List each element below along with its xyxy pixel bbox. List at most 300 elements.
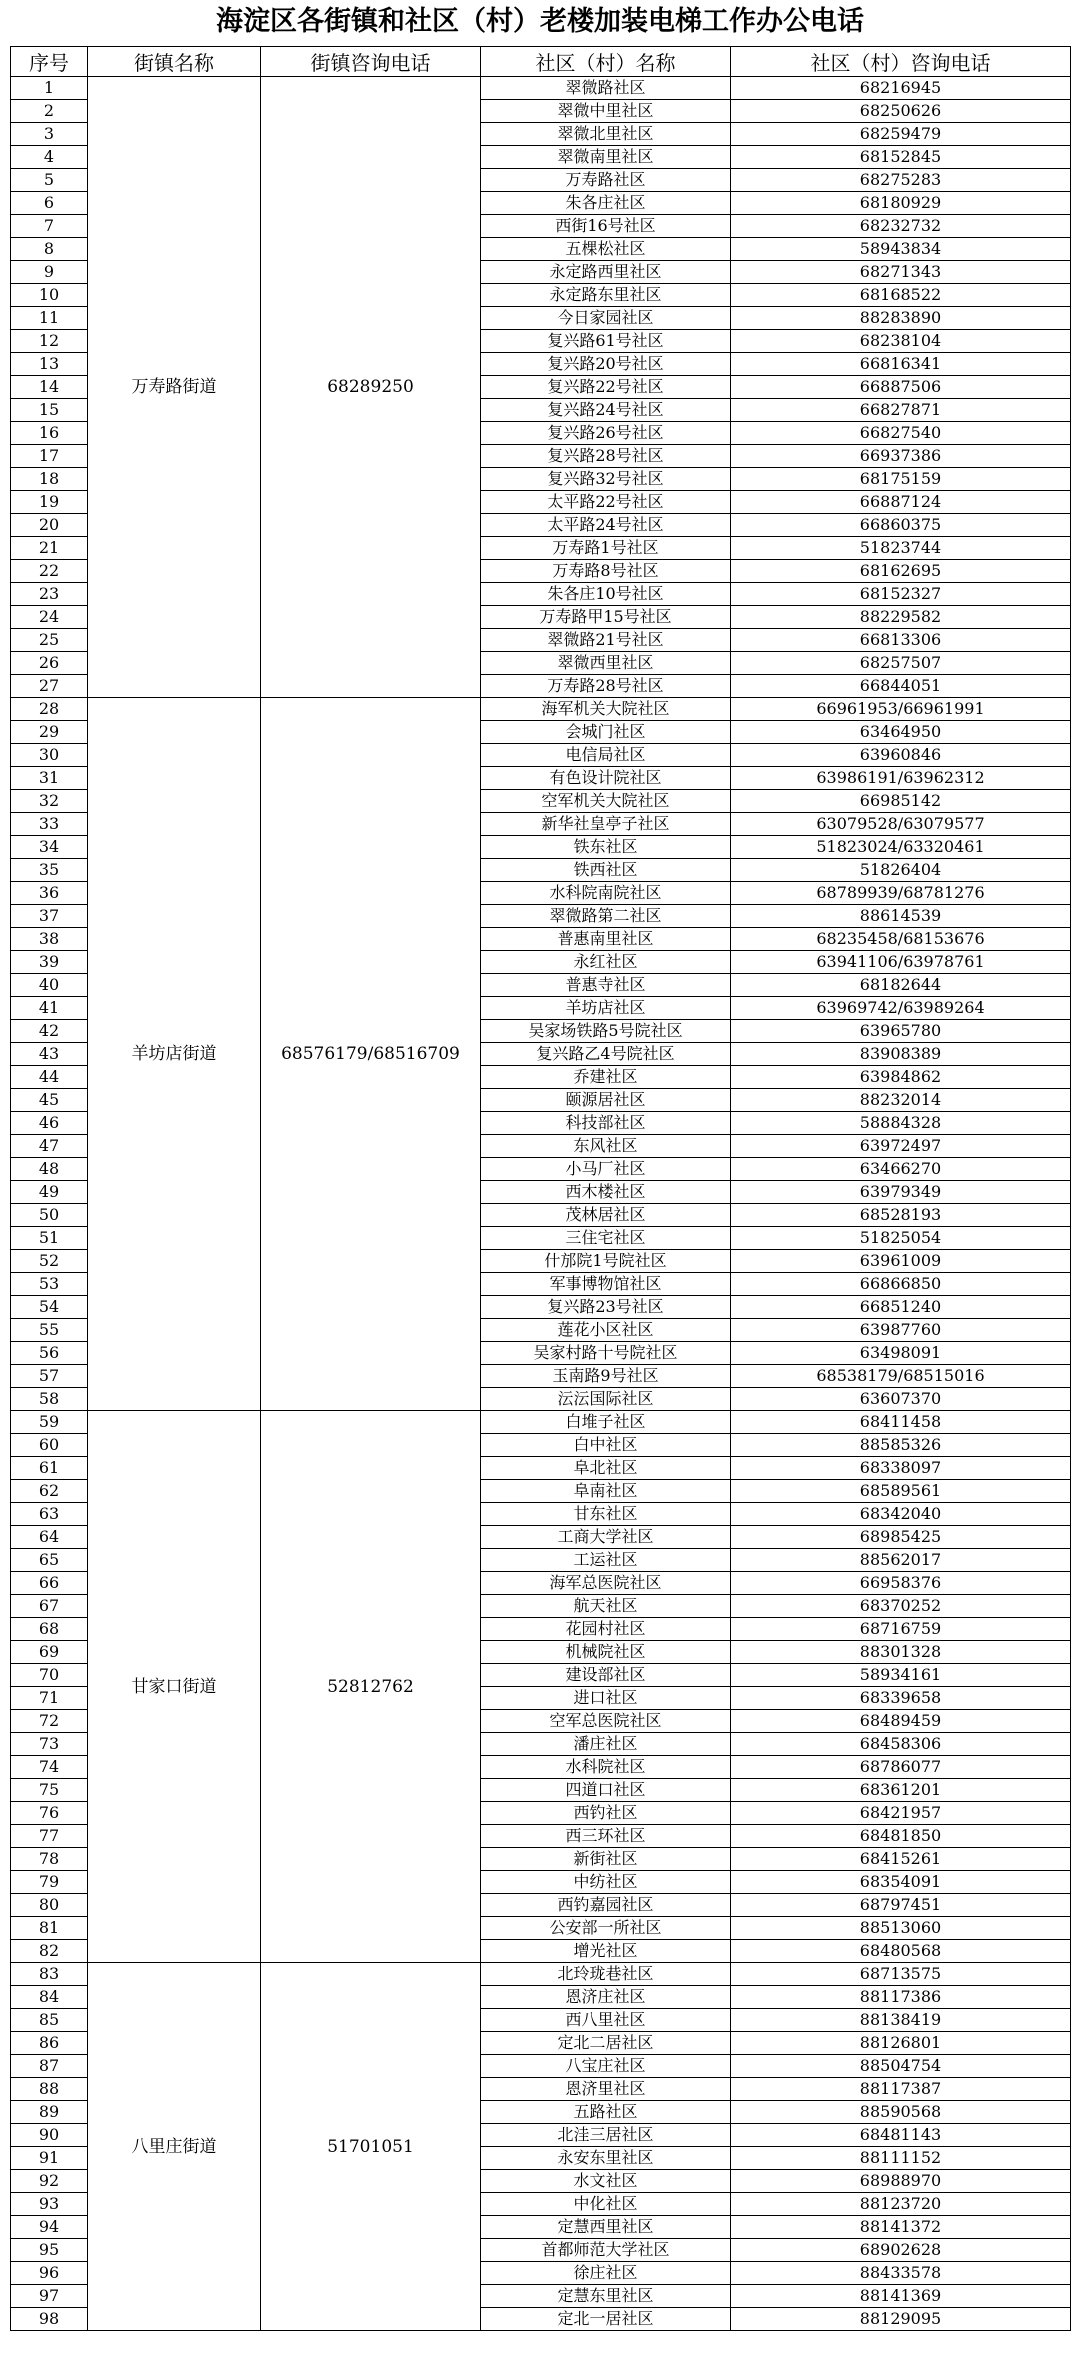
community-name: 海军机关大院社区: [481, 698, 731, 721]
community-phone: 68354091: [731, 1871, 1071, 1894]
row-index: 37: [11, 905, 88, 928]
community-name: 花园村社区: [481, 1618, 731, 1641]
community-phone: 68342040: [731, 1503, 1071, 1526]
community-phone: 68458306: [731, 1733, 1071, 1756]
community-phone: 68175159: [731, 468, 1071, 491]
row-index: 14: [11, 376, 88, 399]
row-index: 15: [11, 399, 88, 422]
row-index: 23: [11, 583, 88, 606]
community-phone: 68489459: [731, 1710, 1071, 1733]
street-phone: 52812762: [261, 1411, 481, 1963]
community-name: 朱各庄社区: [481, 192, 731, 215]
community-phone: 66961953/66961991: [731, 698, 1071, 721]
community-phone: 66887506: [731, 376, 1071, 399]
row-index: 27: [11, 675, 88, 698]
community-phone: 68538179/68515016: [731, 1365, 1071, 1388]
community-phone: 88433578: [731, 2262, 1071, 2285]
row-index: 33: [11, 813, 88, 836]
row-index: 21: [11, 537, 88, 560]
row-index: 30: [11, 744, 88, 767]
community-name: 茂林居社区: [481, 1204, 731, 1227]
community-phone: 68232732: [731, 215, 1071, 238]
street-name: 甘家口街道: [88, 1411, 261, 1963]
table-row: [11, 1411, 1071, 1434]
community-phone: 63984862: [731, 1066, 1071, 1089]
community-phone: 58943834: [731, 238, 1071, 261]
community-phone: 68250626: [731, 100, 1071, 123]
community-name: 有色设计院社区: [481, 767, 731, 790]
community-name: 万寿路8号社区: [481, 560, 731, 583]
community-phone: 68480568: [731, 1940, 1071, 1963]
community-phone: 58884328: [731, 1112, 1071, 1135]
community-name: 复兴路32号社区: [481, 468, 731, 491]
community-phone: 63466270: [731, 1158, 1071, 1181]
header-community-phone: 社区（村）咨询电话: [731, 47, 1071, 77]
row-index: 51: [11, 1227, 88, 1250]
row-index: 78: [11, 1848, 88, 1871]
row-index: 49: [11, 1181, 88, 1204]
community-name: 海军总医院社区: [481, 1572, 731, 1595]
community-name: 三住宅社区: [481, 1227, 731, 1250]
community-phone: 66860375: [731, 514, 1071, 537]
community-phone: 88117387: [731, 2078, 1071, 2101]
row-index: 36: [11, 882, 88, 905]
row-index: 64: [11, 1526, 88, 1549]
community-name: 普惠寺社区: [481, 974, 731, 997]
row-index: 24: [11, 606, 88, 629]
community-phone: 63607370: [731, 1388, 1071, 1411]
community-name: 首都师范大学社区: [481, 2239, 731, 2262]
community-name: 八宝庄社区: [481, 2055, 731, 2078]
row-index: 71: [11, 1687, 88, 1710]
community-phone: 68152845: [731, 146, 1071, 169]
row-index: 44: [11, 1066, 88, 1089]
row-index: 46: [11, 1112, 88, 1135]
community-phone: 88301328: [731, 1641, 1071, 1664]
community-name: 翠微路社区: [481, 77, 731, 100]
row-index: 93: [11, 2193, 88, 2216]
community-phone: 88229582: [731, 606, 1071, 629]
community-phone: 88585326: [731, 1434, 1071, 1457]
community-phone: 68370252: [731, 1595, 1071, 1618]
community-name: 西街16号社区: [481, 215, 731, 238]
row-index: 50: [11, 1204, 88, 1227]
community-phone: 68152327: [731, 583, 1071, 606]
community-name: 东风社区: [481, 1135, 731, 1158]
community-name: 沄沄国际社区: [481, 1388, 731, 1411]
header-index: 序号: [11, 47, 88, 77]
row-index: 69: [11, 1641, 88, 1664]
community-phone: 68339658: [731, 1687, 1071, 1710]
community-phone: 68421957: [731, 1802, 1071, 1825]
table-row: [11, 77, 1071, 100]
community-phone: 88141369: [731, 2285, 1071, 2308]
community-name: 万寿路28号社区: [481, 675, 731, 698]
community-phone: 68481143: [731, 2124, 1071, 2147]
community-phone: 88614539: [731, 905, 1071, 928]
community-name: 西钓社区: [481, 1802, 731, 1825]
community-phone: 63972497: [731, 1135, 1071, 1158]
community-name: 翠微中里社区: [481, 100, 731, 123]
community-phone: 63979349: [731, 1181, 1071, 1204]
community-phone: 63965780: [731, 1020, 1071, 1043]
row-index: 60: [11, 1434, 88, 1457]
community-name: 定北一居社区: [481, 2308, 731, 2331]
community-phone: 68216945: [731, 77, 1071, 100]
community-phone: 66851240: [731, 1296, 1071, 1319]
community-phone: 88126801: [731, 2032, 1071, 2055]
row-index: 29: [11, 721, 88, 744]
row-index: 38: [11, 928, 88, 951]
row-index: 63: [11, 1503, 88, 1526]
row-index: 35: [11, 859, 88, 882]
community-name: 复兴路乙4号院社区: [481, 1043, 731, 1066]
community-name: 吴家村路十号院社区: [481, 1342, 731, 1365]
community-name: 西三环社区: [481, 1825, 731, 1848]
community-phone: 66844051: [731, 675, 1071, 698]
community-phone: 63986191/63962312: [731, 767, 1071, 790]
community-phone: 68275283: [731, 169, 1071, 192]
community-name: 会城门社区: [481, 721, 731, 744]
community-name: 空军机关大院社区: [481, 790, 731, 813]
community-phone: 66958376: [731, 1572, 1071, 1595]
community-phone: 68162695: [731, 560, 1071, 583]
row-index: 66: [11, 1572, 88, 1595]
document-title: 海淀区各街镇和社区（村）老楼加装电梯工作办公电话: [216, 6, 864, 37]
row-index: 45: [11, 1089, 88, 1112]
community-name: 太平路22号社区: [481, 491, 731, 514]
community-name: 万寿路甲15号社区: [481, 606, 731, 629]
row-index: 42: [11, 1020, 88, 1043]
community-name: 科技部社区: [481, 1112, 731, 1135]
community-phone: 58934161: [731, 1664, 1071, 1687]
community-name: 恩济庄社区: [481, 1986, 731, 2009]
row-index: 67: [11, 1595, 88, 1618]
community-phone: 68528193: [731, 1204, 1071, 1227]
row-index: 86: [11, 2032, 88, 2055]
community-phone: 51826404: [731, 859, 1071, 882]
community-name: 翠微路21号社区: [481, 629, 731, 652]
community-name: 永红社区: [481, 951, 731, 974]
community-name: 徐庄社区: [481, 2262, 731, 2285]
row-index: 43: [11, 1043, 88, 1066]
row-index: 5: [11, 169, 88, 192]
row-index: 40: [11, 974, 88, 997]
row-index: 90: [11, 2124, 88, 2147]
community-name: 潘庄社区: [481, 1733, 731, 1756]
community-phone: 63960846: [731, 744, 1071, 767]
community-name: 复兴路22号社区: [481, 376, 731, 399]
row-index: 12: [11, 330, 88, 353]
row-index: 59: [11, 1411, 88, 1434]
header-community-name: 社区（村）名称: [481, 47, 731, 77]
community-phone: 88123720: [731, 2193, 1071, 2216]
community-name: 五路社区: [481, 2101, 731, 2124]
community-phone: 88590568: [731, 2101, 1071, 2124]
community-phone: 88562017: [731, 1549, 1071, 1572]
row-index: 76: [11, 1802, 88, 1825]
community-phone: 68713575: [731, 1963, 1071, 1986]
community-name: 翠微北里社区: [481, 123, 731, 146]
row-index: 52: [11, 1250, 88, 1273]
row-index: 79: [11, 1871, 88, 1894]
community-name: 复兴路24号社区: [481, 399, 731, 422]
row-index: 3: [11, 123, 88, 146]
street-name: 万寿路街道: [88, 77, 261, 698]
header-street-phone: 街镇咨询电话: [261, 47, 481, 77]
community-name: 增光社区: [481, 1940, 731, 1963]
row-index: 85: [11, 2009, 88, 2032]
community-phone: 88117386: [731, 1986, 1071, 2009]
community-phone: 68902628: [731, 2239, 1071, 2262]
community-name: 万寿路1号社区: [481, 537, 731, 560]
community-name: 翠微路第二社区: [481, 905, 731, 928]
community-name: 甘东社区: [481, 1503, 731, 1526]
community-phone: 88138419: [731, 2009, 1071, 2032]
row-index: 17: [11, 445, 88, 468]
row-index: 19: [11, 491, 88, 514]
community-name: 西钓嘉园社区: [481, 1894, 731, 1917]
row-index: 98: [11, 2308, 88, 2331]
community-phone: 68789939/68781276: [731, 882, 1071, 905]
community-name: 定北二居社区: [481, 2032, 731, 2055]
community-name: 机械院社区: [481, 1641, 731, 1664]
community-phone: 63969742/63989264: [731, 997, 1071, 1020]
community-phone: 68411458: [731, 1411, 1071, 1434]
row-index: 22: [11, 560, 88, 583]
row-index: 1: [11, 77, 88, 100]
row-index: 55: [11, 1319, 88, 1342]
community-name: 朱各庄10号社区: [481, 583, 731, 606]
community-name: 定慧西里社区: [481, 2216, 731, 2239]
street-phone: 68289250: [261, 77, 481, 698]
row-index: 53: [11, 1273, 88, 1296]
community-phone: 88504754: [731, 2055, 1071, 2078]
community-name: 白堆子社区: [481, 1411, 731, 1434]
community-name: 工运社区: [481, 1549, 731, 1572]
street-name: 八里庄街道: [88, 1963, 261, 2331]
community-name: 颐源居社区: [481, 1089, 731, 1112]
row-index: 28: [11, 698, 88, 721]
street-phone: 51701051: [261, 1963, 481, 2331]
community-name: 复兴路28号社区: [481, 445, 731, 468]
community-name: 水科院南院社区: [481, 882, 731, 905]
community-name: 中化社区: [481, 2193, 731, 2216]
row-index: 16: [11, 422, 88, 445]
community-phone: 68786077: [731, 1756, 1071, 1779]
row-index: 6: [11, 192, 88, 215]
row-index: 97: [11, 2285, 88, 2308]
community-phone: 68271343: [731, 261, 1071, 284]
community-phone: 63498091: [731, 1342, 1071, 1365]
community-phone: 63941106/63978761: [731, 951, 1071, 974]
community-phone: 51823024/63320461: [731, 836, 1071, 859]
community-name: 四道口社区: [481, 1779, 731, 1802]
community-phone: 68589561: [731, 1480, 1071, 1503]
community-name: 今日家园社区: [481, 307, 731, 330]
community-name: 空军总医院社区: [481, 1710, 731, 1733]
row-index: 70: [11, 1664, 88, 1687]
community-name: 阜南社区: [481, 1480, 731, 1503]
community-phone: 66985142: [731, 790, 1071, 813]
row-index: 81: [11, 1917, 88, 1940]
community-phone: 66937386: [731, 445, 1071, 468]
row-index: 62: [11, 1480, 88, 1503]
community-name: 西八里社区: [481, 2009, 731, 2032]
row-index: 7: [11, 215, 88, 238]
community-name: 什邡院1号院社区: [481, 1250, 731, 1273]
community-name: 复兴路26号社区: [481, 422, 731, 445]
row-index: 72: [11, 1710, 88, 1733]
community-phone: 68361201: [731, 1779, 1071, 1802]
community-name: 万寿路社区: [481, 169, 731, 192]
community-phone: 68338097: [731, 1457, 1071, 1480]
community-name: 永定路东里社区: [481, 284, 731, 307]
community-phone: 88129095: [731, 2308, 1071, 2331]
community-name: 公安部一所社区: [481, 1917, 731, 1940]
community-phone: 66827871: [731, 399, 1071, 422]
community-phone: 68238104: [731, 330, 1071, 353]
row-index: 10: [11, 284, 88, 307]
community-phone: 68985425: [731, 1526, 1071, 1549]
row-index: 77: [11, 1825, 88, 1848]
header-street-name: 街镇名称: [88, 47, 261, 77]
community-name: 羊坊店社区: [481, 997, 731, 1020]
community-name: 新华社皇亭子社区: [481, 813, 731, 836]
community-name: 乔建社区: [481, 1066, 731, 1089]
community-phone: 68988970: [731, 2170, 1071, 2193]
row-index: 47: [11, 1135, 88, 1158]
row-index: 95: [11, 2239, 88, 2262]
phone-directory-table: [10, 46, 1071, 2331]
row-index: 11: [11, 307, 88, 330]
row-index: 34: [11, 836, 88, 859]
row-index: 58: [11, 1388, 88, 1411]
community-name: 翠微西里社区: [481, 652, 731, 675]
row-index: 54: [11, 1296, 88, 1319]
community-phone: 88141372: [731, 2216, 1071, 2239]
community-name: 莲花小区社区: [481, 1319, 731, 1342]
row-index: 2: [11, 100, 88, 123]
street-phone: 68576179/68516709: [261, 698, 481, 1411]
row-index: 75: [11, 1779, 88, 1802]
community-phone: 66887124: [731, 491, 1071, 514]
community-phone: 68716759: [731, 1618, 1071, 1641]
community-phone: 66866850: [731, 1273, 1071, 1296]
community-name: 五棵松社区: [481, 238, 731, 261]
community-name: 航天社区: [481, 1595, 731, 1618]
community-name: 新街社区: [481, 1848, 731, 1871]
community-phone: 63961009: [731, 1250, 1071, 1273]
table-row: [11, 698, 1071, 721]
community-name: 水科院社区: [481, 1756, 731, 1779]
community-name: 北洼三居社区: [481, 2124, 731, 2147]
row-index: 39: [11, 951, 88, 974]
row-index: 32: [11, 790, 88, 813]
community-phone: 63079528/63079577: [731, 813, 1071, 836]
row-index: 61: [11, 1457, 88, 1480]
community-name: 阜北社区: [481, 1457, 731, 1480]
street-name: 羊坊店街道: [88, 698, 261, 1411]
row-index: 18: [11, 468, 88, 491]
community-phone: 51825054: [731, 1227, 1071, 1250]
row-index: 88: [11, 2078, 88, 2101]
row-index: 96: [11, 2262, 88, 2285]
row-index: 57: [11, 1365, 88, 1388]
community-phone: 66816341: [731, 353, 1071, 376]
community-name: 复兴路23号社区: [481, 1296, 731, 1319]
community-phone: 88513060: [731, 1917, 1071, 1940]
row-index: 41: [11, 997, 88, 1020]
row-index: 82: [11, 1940, 88, 1963]
table-header-row: [11, 47, 1071, 77]
community-phone: 63464950: [731, 721, 1071, 744]
row-index: 56: [11, 1342, 88, 1365]
community-name: 进口社区: [481, 1687, 731, 1710]
row-index: 87: [11, 2055, 88, 2078]
community-phone: 68235458/68153676: [731, 928, 1071, 951]
community-phone: 68182644: [731, 974, 1071, 997]
community-name: 铁东社区: [481, 836, 731, 859]
row-index: 25: [11, 629, 88, 652]
community-name: 玉南路9号社区: [481, 1365, 731, 1388]
community-name: 翠微南里社区: [481, 146, 731, 169]
community-name: 中纺社区: [481, 1871, 731, 1894]
community-phone: 66813306: [731, 629, 1071, 652]
community-phone: 51823744: [731, 537, 1071, 560]
row-index: 9: [11, 261, 88, 284]
row-index: 92: [11, 2170, 88, 2193]
row-index: 20: [11, 514, 88, 537]
row-index: 4: [11, 146, 88, 169]
community-name: 铁西社区: [481, 859, 731, 882]
community-phone: 68415261: [731, 1848, 1071, 1871]
table-row: [11, 1963, 1071, 1986]
row-index: 48: [11, 1158, 88, 1181]
row-index: 68: [11, 1618, 88, 1641]
row-index: 26: [11, 652, 88, 675]
community-name: 恩济里社区: [481, 2078, 731, 2101]
community-phone: 88232014: [731, 1089, 1071, 1112]
community-phone: 88111152: [731, 2147, 1071, 2170]
row-index: 91: [11, 2147, 88, 2170]
community-name: 复兴路20号社区: [481, 353, 731, 376]
row-index: 74: [11, 1756, 88, 1779]
row-index: 89: [11, 2101, 88, 2124]
row-index: 13: [11, 353, 88, 376]
community-phone: 68259479: [731, 123, 1071, 146]
community-name: 永定路西里社区: [481, 261, 731, 284]
row-index: 84: [11, 1986, 88, 2009]
community-name: 建设部社区: [481, 1664, 731, 1687]
community-name: 太平路24号社区: [481, 514, 731, 537]
community-name: 小马厂社区: [481, 1158, 731, 1181]
community-name: 水文社区: [481, 2170, 731, 2193]
community-phone: 66827540: [731, 422, 1071, 445]
community-name: 吴家场铁路5号院社区: [481, 1020, 731, 1043]
community-name: 北玲珑巷社区: [481, 1963, 731, 1986]
row-index: 8: [11, 238, 88, 261]
community-phone: 68180929: [731, 192, 1071, 215]
row-index: 73: [11, 1733, 88, 1756]
community-phone: 68797451: [731, 1894, 1071, 1917]
community-phone: 88283890: [731, 307, 1071, 330]
row-index: 83: [11, 1963, 88, 1986]
community-name: 定慧东里社区: [481, 2285, 731, 2308]
row-index: 94: [11, 2216, 88, 2239]
community-name: 白中社区: [481, 1434, 731, 1457]
community-name: 军事博物馆社区: [481, 1273, 731, 1296]
